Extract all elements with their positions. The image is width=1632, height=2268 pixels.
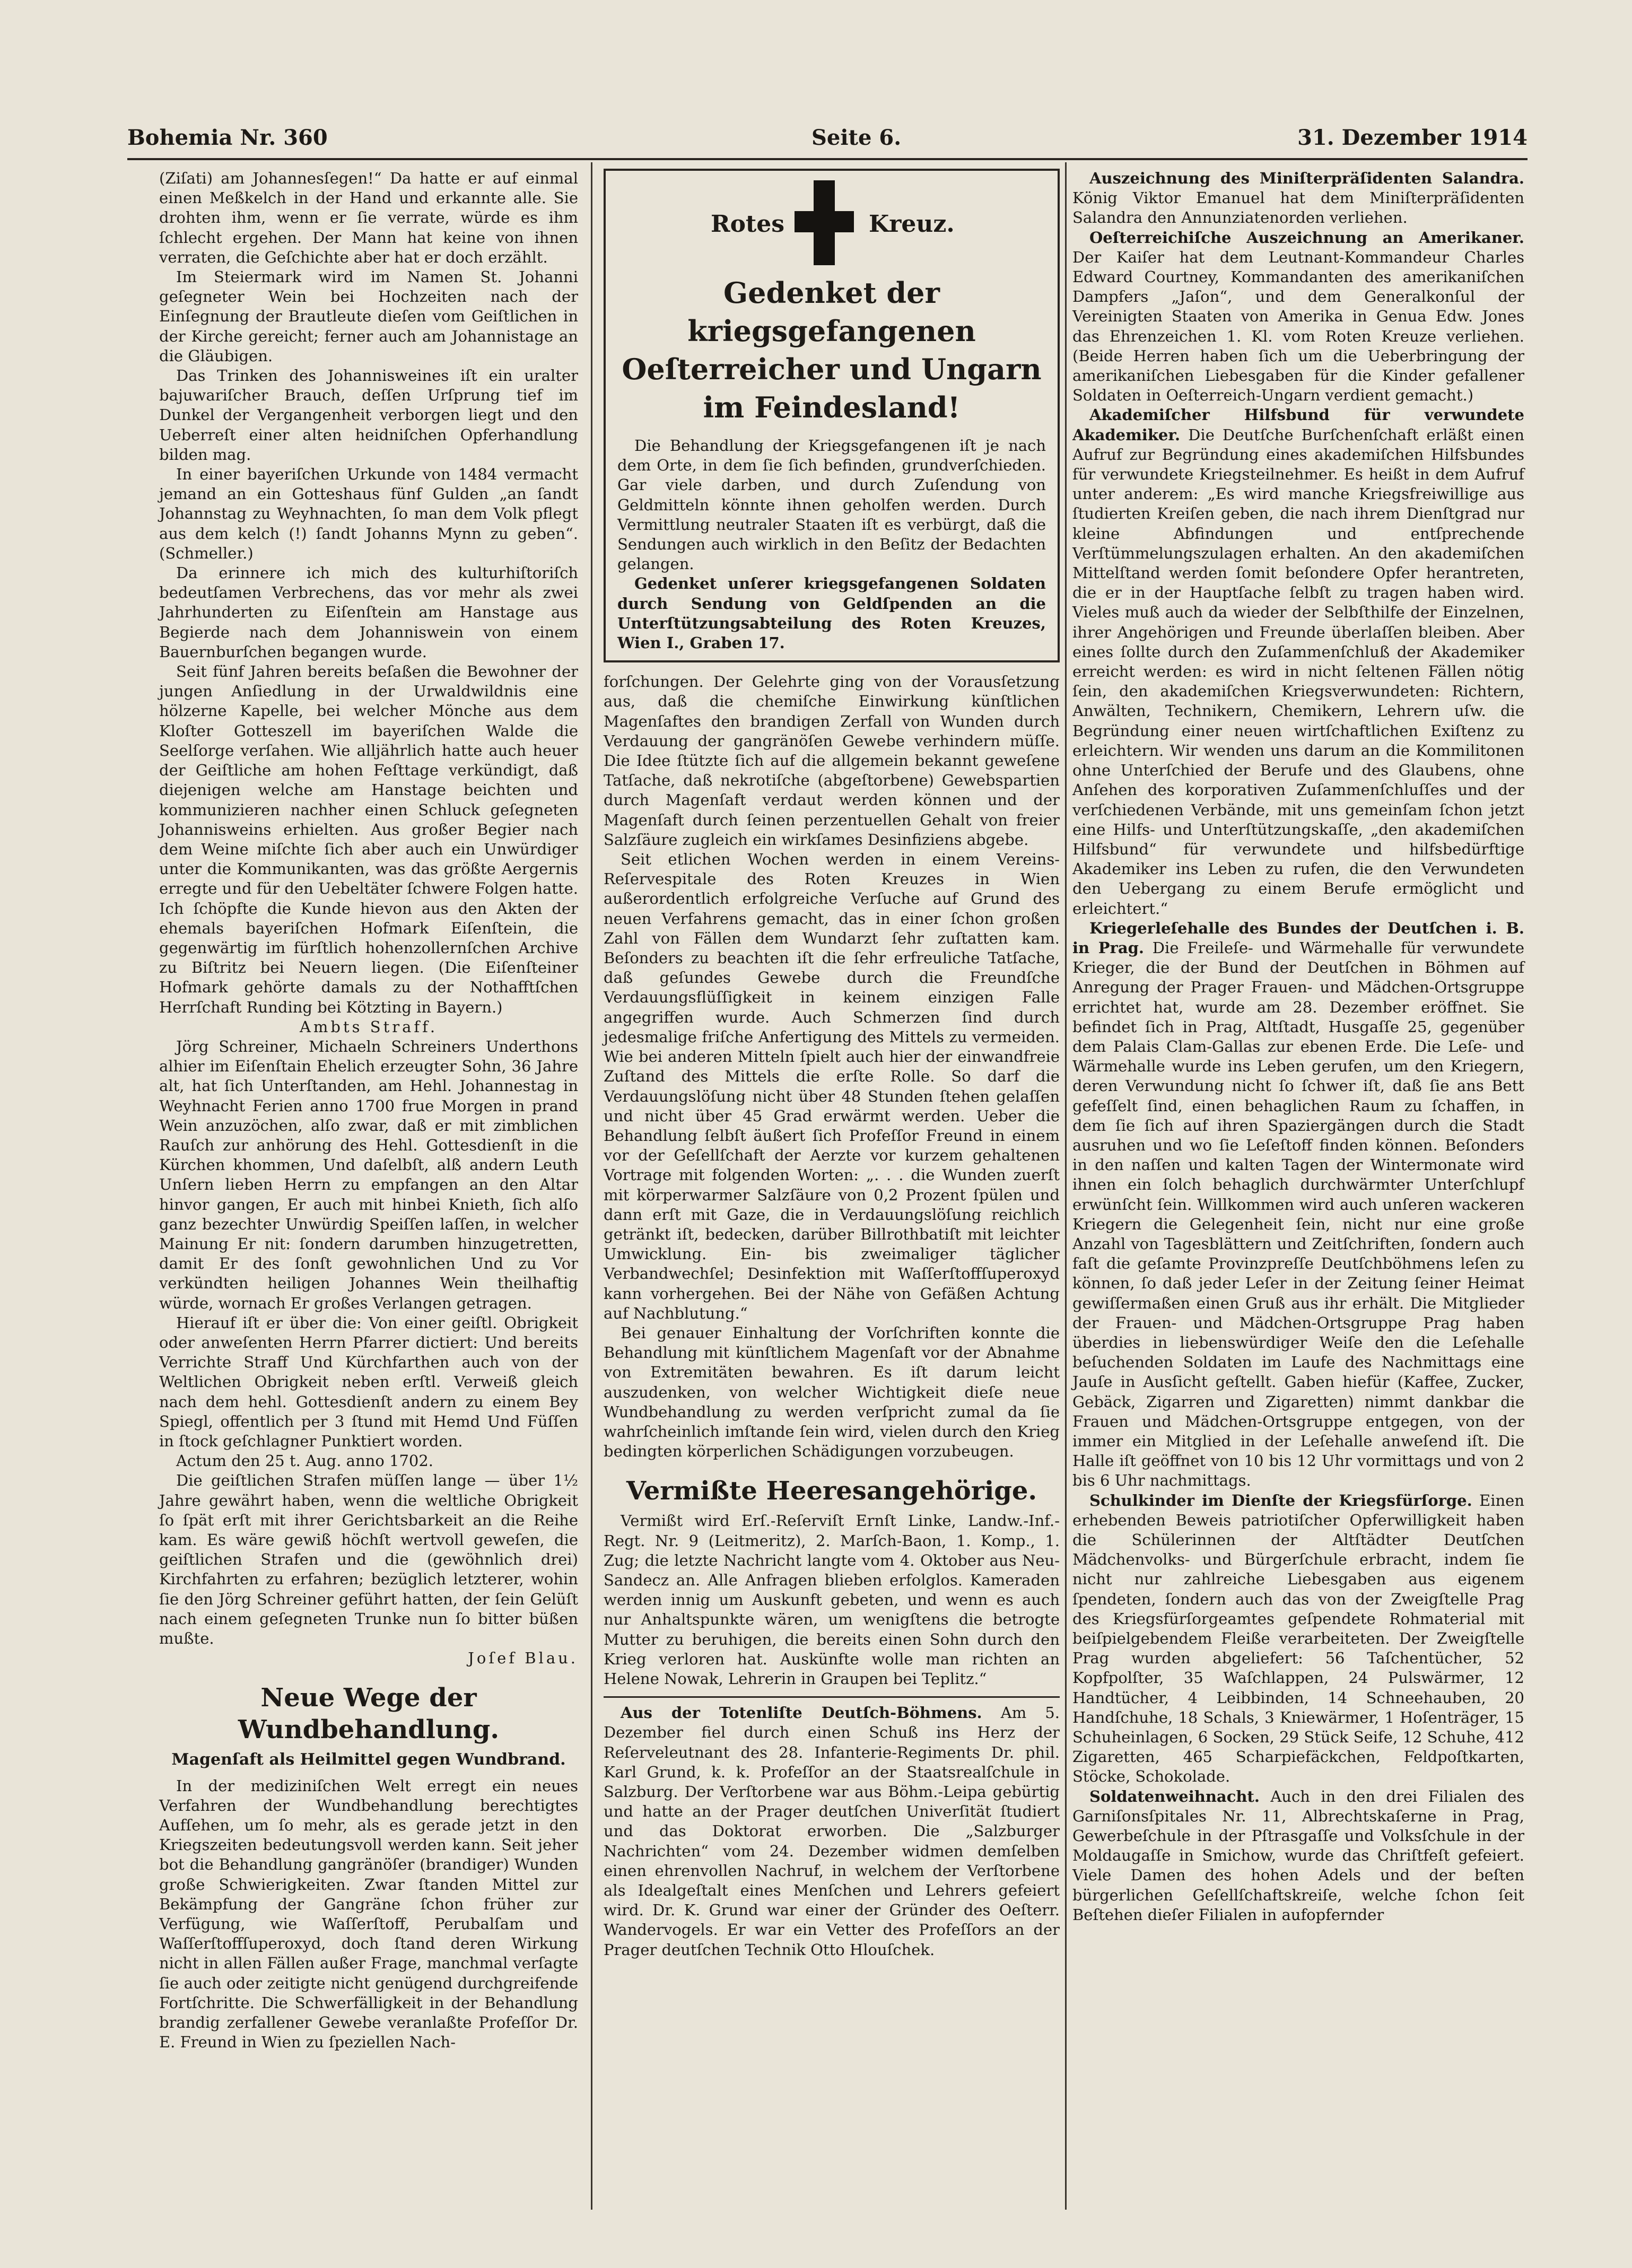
paragraph: Jörg Schreiner, Michaeln Schreiners Underthons alhier im Eiſenſtain Ehelich erzeugter Sohn, 36 Jahre alt, hat ſich Unterſtanden, am Hehl. Johannestag in Weyhnacht Ferien anno 1700 frue Morgen in prand Wein anzuzöchen, alſo zwar, daß er mit zimblichen Rauſch zur anhörung des Hehl. Gottesdienſt in die Kürchen khommen, Und daſelbſt, alß andern Leuth Unſern lieben Herrn zu empfangen an den Altar hinvor gangen, Er auch mit hinbei Knieth, ſich alſo ganz bezechter Unwürdig Speiſſen laſſen, in welcher Mainung Er nit: ſondern darumben hinzugetretten, damit Er des ſonſt gewohnlichen Und zu Vor verkündten heiligen Johannes Wein theilhaftig würde, wornach Er großes Verlangen getragen. (159, 1037, 578, 1312)
article-subheadline: Magenſaft als Heilmittel gegen Wundbrand. (171, 1750, 566, 1769)
appeal-headline: Gedenket der kriegsgefangenen Oeſterreicher und Ungarn im Feindesland! (622, 276, 1042, 424)
section-heading: Oeſterreichiſche Auszeichnung an Amerikaner. (1089, 228, 1524, 247)
paragraph: Actum den 25 t. Aug. anno 1702. (176, 1452, 434, 1470)
paragraph-text: Der Kaiſer hat dem Leutnant-Kommandeur Charles Edward Courtney, Kommandanten des amerikaniſchen Dampfers „Jaſon“, und dem Generalkonſul der Vereinigten Staaten von Amerika in Genua Edw. Jones das Ehrenzeichen 1. Kl. vom Roten Kreuze verliehen. (Beide Herren haben ſich um die Ueberbringung der amerikaniſchen Liebesgaben für die Kinder gefallener Soldaten in Oeſterreich-Ungarn verdient gemacht.) (1072, 248, 1524, 405)
paragraph-text: Am 5. Dezember fiel durch einen Schuß ins Herz der Reſerveleutnant des 28. Infanterie-Regiments Dr. phil. Karl Grund, k. k. Profeſſor an der Staatsrealſchule in Salzburg. Der Verſtorbene war aus Böhm.-Leipa gebürtig und hatte an der Prager deutſchen Univerſität ſtudiert und das Doktorat erworben. Die „Salzburger Nachrichten“ vom 24. Dezember widmen demſelben einen ehrenvollen Nachruf, in welchem der Verſtorbene als Idealgeſtalt eines Menſchen und Lehrers gefeiert wird. Dr. K. Grund war einer der Gründer des Oeſterr. Wandervogels. Er war ein Vetter des Profeſſors an der Prager deutſchen Technik Otto Hlouſchek. (604, 1704, 1060, 1959)
column-2 (604, 169, 1060, 1960)
paragraph: In der mediziniſchen Welt erregt ein neues Verfahren der Wundbehandlung berechtigtes Aufſehen, um ſo mehr, als es gerade jetzt in den Kriegszeiten bedeutungsvoll werden kann. Seit jeher bot die Behandlung gangränöſer (brandiger) Wunden große Schwierigkeiten. Zwar ſtanden Mittel zur Bekämpfung der Gangräne ſchon früher zur Verfügung, wie Waſſerſtoff, Perubalſam und Waſſerſtoffſuperoxyd, doch ſtand deren Wirkung nicht in allen Fällen außer Frage, manchmal verſagte ſie auch oder zeitigte nicht genügend durchgreifende Fortſchritte. Die Schwerfälligkeit in der Behandlung brandig zerfallener Gewebe veranlaßte Profeſſor Dr. E. Freund in Wien zu ſpeziellen Nach- (159, 1776, 578, 2052)
section-heading: Kriegerleſehalle des Bundes der Deutſchen i. B. in Prag. (1072, 919, 1524, 957)
paragraph: Die geiſtlichen Strafen müſſen lange — über 1½ Jahre gewährt haben, wenn die weltliche Obrigkeit ſo ſpät erſt mit ihrer Gerichtsbarkeit an die Reihe kam. Es wäre gewiß höchſt wertvoll geweſen, die geiſtlichen Strafen und die (gewöhnlich drei) Kirchfahrten zu erfahren; bezüglich letzterer, wohin ſie den Jörg Schreiner geführt hatten, der ſein Gelüſt nach einem geſegneten Trunke nun ſo bitter büßen mußte. (159, 1471, 578, 1648)
paragraph: (Ziſati) am Johannesſegen!“ Da hatte er auf einmal einen Meßkelch in der Hand und erkannte alle. Sie drohten ihm, wenn er ſie verrate, würde es ihm ſchlecht ergehen. Der Mann hat keine von ihnen verraten, die Geſchichte aber hat er doch erzählt. (159, 169, 578, 266)
article-headline: Neue Wege der Wundbehandlung. (238, 1683, 500, 1745)
column-divider (1065, 162, 1067, 2210)
column-3 (1072, 169, 1524, 1925)
paragraph: forſchungen. Der Gelehrte ging von der Vorausſetzung aus, daß die chemiſche Einwirkung künſtlichen Magenſaftes den brandigen Zerfall von Wunden durch Verdauung der gangränöſen Gewebe verhindern müſſe. Die Idee ſtützte ſich auf die allgemein bekannt geweſene Tatſache, daß nekrotiſche (abgeſtorbene) Gewebspartien durch Magenſaft verdaut werden können und der Magenſaft durch ſeinen perzentuellen Gehalt von freier Salzſäure zugleich ein wirkſames Desinfiziens abgebe. (604, 673, 1060, 849)
appeal-call: Gedenket unſerer kriegsgefangenen Soldaten durch Sendung von Geldſpenden an die Unterſtützungsabteilung des Roten Kreuzes, Wien I., Graben 17. (617, 574, 1046, 652)
banner-word: Kreuz. (869, 211, 955, 238)
paragraph: Seit etlichen Wochen werden in einem Vereins-Reſervespitale des Roten Kreuzes in Wien außerordentlich erfolgreiche Verſuche auf Grund des neuen Verfahrens gemacht, das in einer ſchon großen Zahl von Fällen dem Wundarzt ſehr zuſtatten kam. Beſonders zu beachten iſt die ſehr erfreuliche Tatſache, daß geſundes Gewebe durch die Freundſche Verdauungsflüſſigkeit in keinem einzigen Falle angegriffen wurde. Auch Schmerzen ſind durch jedesmalige friſche Anfertigung des Mittels zu vermeiden. Wie bei anderen Mitteln ſpielt auch hier der einwandfreie Zuſtand des Mittels die erſte Rolle. So darf die Verdauungslöſung nicht über 48 Stunden ſtehen gelaſſen und nicht über 45 Grad erwärmt werden. Ueber die Behandlung ſelbſt äußert ſich Profeſſor Freund in einem vor der Geſellſchaft der Aerzte vor kurzem gehaltenen Vortrage mit folgenden Worten: „. . . die Wunden zuerſt mit körperwarmer Salzſäure von 0,2 Prozent ſpülen und dann erſt mit Gaze, die in Verdauungslöſung reichlich getränkt iſt, bedecken, darüber Billrothbatiſt mit leichter Umwicklung. Ein- bis zweimaliger täglicher Verbandwechſel; Desinfektion mit Waſſerſtoffſuperoxyd kann vorhergehen. Bei der Nähe von Gefäßen Achtung auf Nachblutung.“ (604, 850, 1060, 1322)
section-heading: Akademiſcher Hilfsbund für verwundete Akademiker. (1072, 406, 1524, 444)
paragraph: Vermißt wird Erſ.-Reſerviſt Ernſt Linke, Landw.-Inf.-Regt. Nr. 9 (Leitmeritz), 2. Marſch-Baon, 1. Komp., 1. Zug; die letzte Nachricht langte vom 4. Oktober aus Neu-Sandecz an. Alle Anfragen blieben erfolglos. Kameraden werden innig um Auskunft gebeten, und wenn es auch nur Anhaltspunkte wären, um wenigſtens die betrogte Mutter zu beruhigen, die bereits einen Sohn durch den Krieg verloren hat. Auskünfte wolle man richten an Helene Nowak, Lehrerin in Graupen bei Teplitz.“ (604, 1512, 1060, 1688)
masthead (127, 123, 1528, 157)
paragraph: Seit fünf Jahren bereits beſaßen die Bewohner der jungen Anſiedlung in der Urwaldwildnis eine hölzerne Kapelle, bei welcher Mönche aus dem Kloſter Gotteszell im bayeriſchen Walde die Seelſorge verſahen. Wie alljährlich hatte auch heuer der Geiſtliche am hohen Feſttage verkündigt, daß diejenigen welche am Hanstage beichten und kommunizieren nachher einen Schluck geſegneten Johannisweins erhielten. Aus großer Begier nach dem Weine miſchte ſich aber auch ein Unwürdiger unter die Kommunikanten, was das größte Aergernis erregte und für den Uebeltäter ſchwere Folgen hatte. Ich ſchöpfte die Kunde hievon aus den Akten der ehemals bayeriſchen Hofmark Eiſenſtein, die gegenwärtig im fürſtlich hohenzollernſchen Archive zu Biſtritz bei Neuern liegen. (Die Eiſenſteiner Hofmark gehörte damals zu der Nothafftſchen Herrſchaft Runding bei Kötzting in Bayern.) (159, 662, 578, 1016)
column-divider (591, 162, 592, 2210)
paragraph-text: Die Freileſe- und Wärmehalle für verwundete Krieger, die der Bund der Deutſchen in Böhmen auf Anregung der Prager Frauen- und Mädchen-Ortsgruppe errichtet hat, wurde am 28. Dezember eröffnet. Sie befindet ſich in Prag, Altſtadt, Husgaſſe 25, gegenüber dem Palais Clam-Gallas zur ebenen Erde. Die Leſe- und Wärmehalle wurde ins Leben gerufen, um den Kriegern, deren Verwundung nicht ſo ſchwer iſt, daß ſie ans Bett gefeſſelt ſind, einen behaglichen Raum zu ſchaffen, in dem ſie ſich auf ihren Spaziergängen durch die Stadt ausruhen und wo ſie Leſeſtoff finden können. Beſonders in den naſſen und kalten Tagen der Wintermonate wird ihnen ein ſolch behaglich durchwärmter Unterſchlupf erwünſcht ſein. Willkommen wird auch unſeren wackeren Kriegern die Gelegenheit ſein, nicht nur eine große Anzahl von Tagesblättern und Zeitſchriften, ſondern auch faſt die geſamte Provinzpreſſe Deutſchböhmens leſen zu können, ſo daß jeder Leſer in der Zeitung ſeiner Heimat gewiſſermaßen einen Gruß aus ihr erhält. Die Mitglieder der Frauen- und Mädchen-Ortsgruppe Prag haben überdies in liebenswürdiger Weiſe den die Leſehalle beſuchenden Soldaten im Laufe des Nachmittags eine Jauſe in Ausſicht geſtellt. Gaben hiefür (Kaffee, Zucker, Gebäck, Zigarren und Zigaretten) nimmt dankbar die Frauen und Mädchen-Ortsgruppe entgegen, von der immer ein Mitglied in der Leſehalle anweſend iſt. Die Halle iſt geöffnet von 10 bis 12 Uhr vormittags und von 2 bis 6 Uhr nachmittags. (1072, 938, 1525, 1490)
paragraph: Hierauf iſt er über die: Von einer geiſtl. Obrigkeit oder anweſenten Herrn Pfarrer dictiert: Und bereits Verrichte Straff Und Kürchfarthen auch von der Weltlichen Obrigkeit neben erſtl. Verweiß gleich nach dem hehl. Gottesdienſt andern zu einem Bey Spiegl, offentlich per 3 ſtund mit Hemd Und Füſſen in ſtock geſchlagner Punktiert worden. (159, 1313, 578, 1450)
section-rule (604, 1696, 1060, 1698)
red-cross-banner (617, 180, 1046, 269)
paragraph-text: König Viktor Emanuel hat dem Miniſterpräſidenten Salandra den Annunziatenorden verliehen. (1072, 189, 1524, 227)
paragraph-text: Einen erhebenden Beweis patriotiſcher Opferwilligkeit haben die Schülerinnen der Altſtädter Deutſchen Mädchenvolks- und Bürgerſchule erbracht, indem ſie nicht nur zahlreiche Liebesgaben aus eigenem ſpendeten, ſondern auch das von der Zweigſtelle Prag des Kriegsfürſorgeamtes geſpendete Rohmaterial mit beiſpielgebendem Fleiße verarbeiteten. Der Zweigſtelle Prag wurden abgeliefert: 56 Taſchentücher, 52 Kopfpolſter, 35 Waſchlappen, 24 Pulswärmer, 12 Handtücher, 4 Leibbinden, 14 Schneehauben, 20 Handſchuhe, 18 Schals, 3 Kniewärmer, 1 Hoſenträger, 15 Schuheinlagen, 6 Socken, 29 Stück Seife, 12 Schuhe, 412 Zigaretten, 465 Scharpiefäckchen, Feldpoſtkarten, Stöcke, Schokolade. (1072, 1491, 1524, 1786)
masthead-date: 31. Dezember 1914 (1297, 125, 1528, 150)
banner-word: Rotes (711, 211, 785, 238)
paragraph: Da erinnere ich mich des kulturhiſtoriſch bedeutſamen Verbrechens, das vor mehr als zwei Jahrhunderten zu Eiſenſtein am Hanstage aus Begierde nach dem Johanniswein von einem Bauernburſchen begangen wurde. (159, 564, 578, 661)
article-headline: Vermißte Heeresangehörige. (626, 1476, 1037, 1506)
section-heading: Soldatenweihnacht. (1089, 1787, 1260, 1805)
page-number: Seite 6. (811, 125, 902, 150)
paragraph: Die Behandlung der Kriegsgefangenen iſt je nach dem Orte, in dem ſie ſich befinden, grundverſchieden. Gar viele darben, und durch Zuſendung von Geldmitteln könnte ihnen geholfen werden. Durch Vermittlung neutraler Staaten iſt es verbürgt, daß die Sendungen auch wirklich in den Beſitz der Bedachten gelangen. (617, 437, 1046, 573)
paragraph: Das Trinken des Johannisweines iſt ein uralter bajuwariſcher Brauch, deſſen Urſprung tief im Dunkel der Vergangenheit verborgen liegt und den Ueberreſt einer alten heidniſchen Opferhandlung bilden mag. (159, 367, 578, 464)
section-heading: Auszeichnung des Miniſterpräſidenten Salandra. (1089, 169, 1524, 187)
section-heading: Schulkinder im Dienſte der Kriegsfürſorge. (1089, 1491, 1472, 1510)
document-heading: Ambts Straff. (299, 1017, 438, 1036)
paragraph-text: Die Deutſche Burſchenſchaft erläßt einen Aufruf zur Begründung eines akademiſchen Hilfsbundes für verwundete Kriegsteilnehmer. Es heißt in dem Aufruf unter anderem: „Es wird manche Kriegsfreiwillige aus ſtudierten Kreiſen geben, die nach ihrem Dienſtgrad nur kleine Abfindungen und entſprechende Verſtümmelungszulagen erhalten. An den akademiſchen Mittelſtand werden ſomit beſondere Opfer herantreten, die er in der Hauptſache ſelbſt zu tragen haben wird. Vieles muß auch da wieder der Selbſthilfe der Einzelnen, ihrer Angehörigen und Freunde überlaſſen bleiben. Aber eines ſollte durch den Zuſammenſchluß der Akademiker erreicht werden: es wird in nicht ſeltenen Fällen nötig ſein, den akademiſchen Kriegsverwundeten: Richtern, Anwälten, Technikern, Chemikern, Lehrern uſw. die Begründung einer neuen wirtſchaftlichen Exiſtenz zu erleichtern. Wir wenden uns darum an die Kommilitonen ohne Unterſchied der Berufe und des Glaubens, ohne Anſehen des korporativen Zuſammenſchluſſes und der verſchiedenen Verbände, mit uns gemeinſam ſchon jetzt eine Hilfs- und Unterſtützungskaſſe, „den akademiſchen Hilfsbund“ für verwundete und hilfsbedürftige Akademiker ins Leben zu rufen, die den Verwundeten den Uebergang zu einem Berufe ermöglicht und erleichtert.“ (1072, 425, 1525, 918)
section-heading: Aus der Totenliſte Deutſch-Böhmens. (621, 1704, 982, 1722)
paragraph: In einer bayeriſchen Urkunde von 1484 vermacht jemand an ein Gotteshaus fünf Gulden „an ſandt Johannstag zu Weyhnachten, ſo man dem Volk pflegt aus dem kelch (!) ſandt Johanns Mynn zu geben“. (Schmeller.) (159, 465, 578, 562)
paragraph-text: Auch in den drei Filialen des Garniſonsſpitales Nr. 11, Albrechtskaſerne in Prag, Gewerbeſchule in der Pſtrasgaſſe und Volksſchule in der Moldaugaſſe in Smichow, wurde das Chriſtfeſt gefeiert. Viele Damen des hohen Adels und der beſten bürgerlichen Geſellſchaftskreiſe, welche ſchon ſeit Beſtehen dieſer Filialen in aufopfernder (1072, 1787, 1524, 1924)
red-cross-icon (795, 180, 854, 265)
column-1 (159, 169, 578, 2052)
masthead-rule (127, 158, 1528, 160)
masthead-title: Bohemia Nr. 360 (127, 125, 328, 150)
author-signature: Joſef Blau. (468, 1649, 578, 1668)
paragraph: Bei genauer Einhaltung der Vorſchriften konnte die Behandlung mit künſtlichem Magenſaft vor der Abnahme von Extremitäten bewahren. Es iſt darum leicht auszudenken, von welcher Wichtigkeit dieſe neue Wundbehandlung zu werden verſpricht zumal da ſie wahrſcheinlich imſtande ſein wird, vielen durch den Krieg bedingten körperlichen Schädigungen vorzubeugen. (604, 1323, 1060, 1461)
paragraph: Im Steiermark wird im Namen St. Johanni geſegneter Wein bei Hochzeiten nach der Einſegnung der Brautleute dieſen vom Geiſtlichen in der Kirche gereicht; ferner auch am Johannistage an die Gläubigen. (159, 268, 578, 365)
red-cross-appeal-box (604, 169, 1060, 662)
